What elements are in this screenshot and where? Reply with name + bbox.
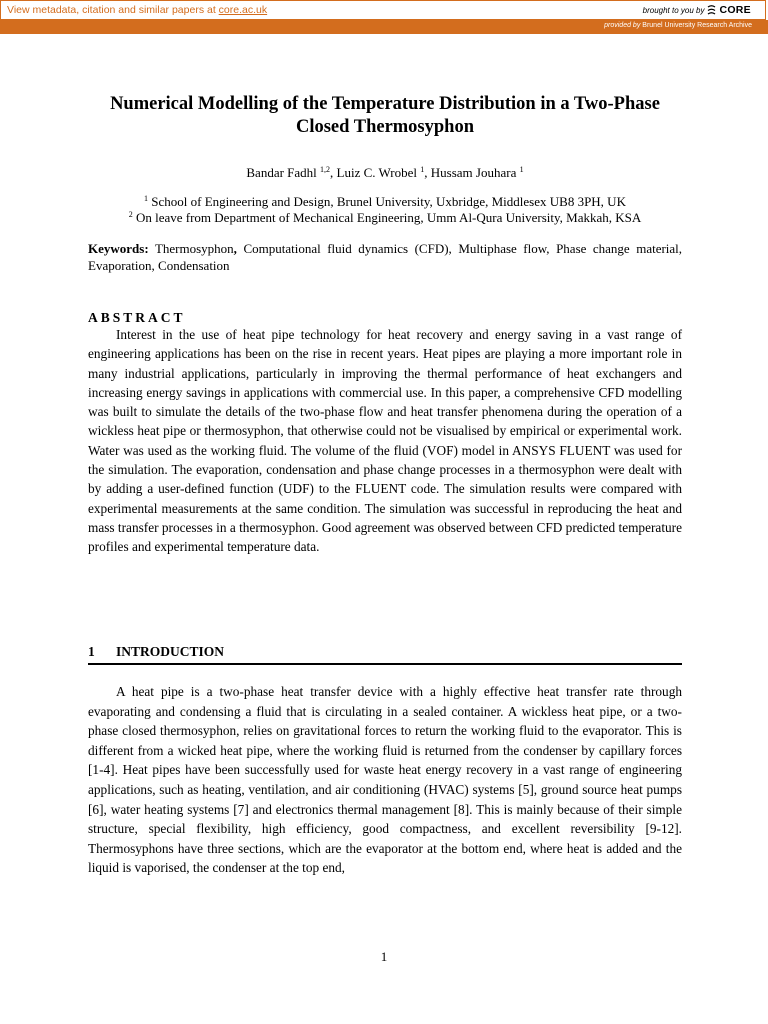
keyword-separator: ,: [546, 241, 557, 256]
author-sup: 1: [420, 165, 425, 174]
keyword: Condensation: [158, 258, 230, 273]
keyword-separator: ,: [448, 241, 459, 256]
introduction-text: A heat pipe is a two-phase heat transfer device with a highly effective heat transfer rate through evaporating and condensing a fluid that is circulating in a sealed container. A wickless heat pipe, or a two-phase closed thermosyphon, relies on gravitational forces to return the working fluid to the evaporator. This is different from a wicked heat pipe, where the working fluid is returned from the condenser by capillary forces [1-4]. Heat pipes have been successfully used for waste heat energy recovery in a vast range of engineering applications, such as heating, ventilation, and air conditioning (HVAC) systems [5], ground source heat pumps [6], water heating systems [7] and electronics thermal management [8]. This is mainly because of their simple structure, special flexibility, high efficiency, good compactness, and excellent reversibility [9-12]. Thermosyphons have three sections, which are the evaporator at the bottom end, where heat is added and the liquid is vaporised, the condenser at the top end,: [88, 684, 682, 876]
author-name: Hussam Jouhara: [430, 165, 517, 180]
metadata-text: View metadata, citation and similar papers at: [7, 4, 219, 16]
section-number: 1: [88, 644, 95, 659]
affiliation-1: [88, 194, 682, 210]
author-sup: 1,2: [320, 165, 331, 174]
keyword-separator: ,: [151, 258, 159, 273]
author-sep: ,: [330, 165, 337, 180]
core-banner-top: [0, 0, 766, 20]
keyword-separator: ,: [678, 241, 683, 256]
core-banner-bottom: [0, 20, 768, 34]
keyword: Evaporation: [88, 258, 152, 273]
author-name: Bandar Fadhl: [246, 165, 317, 180]
affiliation-2: [88, 210, 682, 226]
provided-prefix: provided by: [604, 22, 641, 29]
abstract-text: Interest in the use of heat pipe technology for heat recovery and energy saving in a vast range of engineering applications has been on the rise in recent years. Heat pipes are playing a more important role in many industrial applications, particularly in improving the thermal performance of heat exchangers and increasing energy savings in applications with commercial use. In this paper, a comprehensive CFD modelling was built to simulate the details of the two-phase flow and heat transfer phenomena during the operation of a wickless heat pipe or thermosyphon, that otherwise could not be visualised by empirical or experimental work. Water was used as the working fluid. The volume of the fluid (VOF) model in ANSYS FLUENT was used for the simulation. The evaporation, condensation and phase change processes in a thermosyphon were dealt with by adding a user-defined function (UDF) to the FLUENT code. The simulation results were compared with experimental measurements at the same condition. The simulation was successful in reproducing the heat and mass transfer processes in a thermosyphon. Good agreement was observed between CFD predicted temperature profiles and experimental temperature data.: [88, 327, 682, 555]
section-title: INTRODUCTION: [116, 644, 225, 659]
section-heading: [88, 644, 682, 665]
keyword: Computational fluid dynamics (CFD): [243, 241, 449, 256]
core-logo-icon: [707, 5, 716, 16]
keyword: Thermosyphon: [154, 241, 234, 256]
abstract-heading: ABSTRACT: [88, 310, 186, 325]
affiliation-sup: 1: [144, 194, 149, 203]
metadata-link-row[interactable]: [7, 4, 267, 16]
keywords-label: Keywords:: [88, 241, 149, 256]
author-sup: 1: [519, 165, 524, 174]
author-sep: ,: [424, 165, 431, 180]
affiliation-sup: 2: [128, 210, 133, 219]
provided-by[interactable]: [604, 22, 752, 29]
page-number: 1: [380, 949, 388, 964]
keyword: Multiphase flow: [458, 241, 547, 256]
author-list: [88, 165, 682, 181]
keyword-separator: ,: [233, 241, 244, 256]
core-logo-text: CORE: [719, 4, 751, 16]
provided-source: Brunel University Research Archive: [642, 22, 752, 29]
brought-text: brought to you by: [642, 5, 705, 15]
keywords-list: [88, 241, 682, 273]
core-ac-uk-link[interactable]: core.ac.uk: [218, 4, 268, 16]
affiliation-text: On leave from Department of Mechanical Engineering, Umm Al-Qura University, Makkah, KSA: [135, 210, 642, 225]
keyword: Phase change material: [556, 241, 679, 256]
affiliation-text: School of Engineering and Design, Brunel University, Uxbridge, Middlesex UB8 3PH, UK: [151, 194, 626, 209]
author-name: Luiz C. Wrobel: [336, 165, 418, 180]
paper-title: Numerical Modelling of the Temperature Distribution in a Two-Phase Closed Thermosyphon: [110, 94, 660, 137]
core-banner: [0, 0, 768, 34]
keywords: [88, 240, 682, 274]
brought-by-core[interactable]: [643, 4, 751, 16]
